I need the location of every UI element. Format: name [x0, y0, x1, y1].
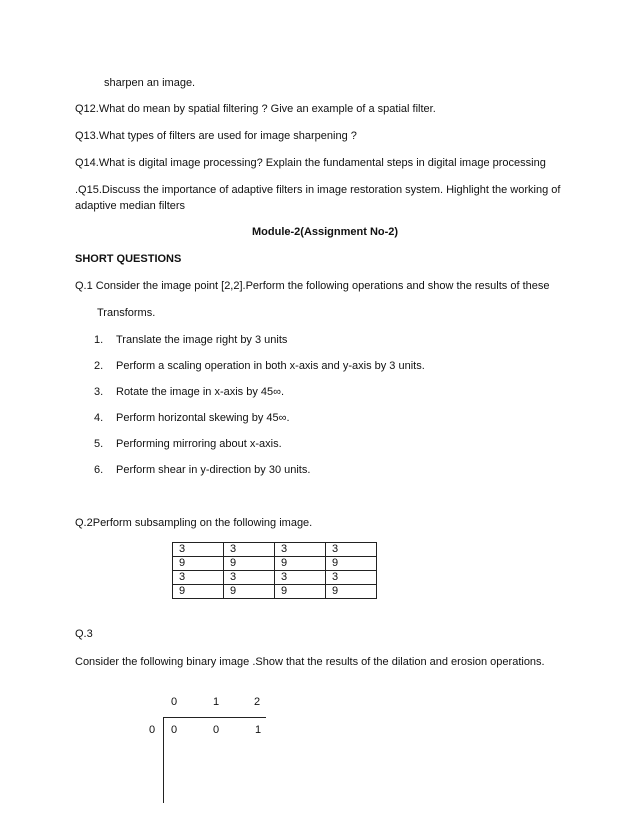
grid-top-rule — [163, 717, 266, 718]
list-number: 1. — [94, 334, 104, 346]
image-matrix-table — [172, 542, 377, 599]
list-text: Translate the image right by 3 units — [116, 334, 288, 346]
section-heading: SHORT QUESTIONS — [75, 253, 182, 265]
list-number: 4. — [94, 412, 104, 424]
table-cell: 9 — [224, 585, 275, 599]
list-text: Perform shear in y-direction by 30 units. — [116, 464, 311, 476]
table-cell: 3 — [173, 543, 224, 557]
grid-cell: 1 — [255, 724, 262, 736]
table-cell: 9 — [326, 585, 377, 599]
column-header: 1 — [213, 696, 220, 708]
table-cell: 3 — [326, 543, 377, 557]
module-heading: Module-2(Assignment No-2) — [252, 226, 399, 238]
list-item — [94, 437, 282, 451]
column-header: 2 — [254, 696, 261, 708]
table-cell: 3 — [224, 543, 275, 557]
table-cell: 3 — [326, 571, 377, 585]
text-line: sharpen an image. — [104, 77, 196, 89]
list-text: Perform a scaling operation in both x-axis and y-axis by 3 units. — [116, 360, 425, 372]
question-3-text: Consider the following binary image .Show that the results of the dilation and erosion operations. — [75, 656, 545, 668]
list-number: 3. — [94, 386, 104, 398]
table-cell: 3 — [275, 543, 326, 557]
list-text: Performing mirroring about x-axis. — [116, 438, 282, 450]
table-cell: 9 — [326, 557, 377, 571]
list-number: 2. — [94, 360, 104, 372]
question-3: Q.3 — [75, 628, 93, 640]
table-row — [173, 571, 377, 585]
list-item — [94, 411, 290, 425]
question-15-cont: adaptive median filters — [75, 200, 186, 212]
list-text: Rotate the image in x-axis by 45∞. — [116, 386, 285, 398]
question-1-cont: Transforms. — [97, 307, 156, 319]
list-item — [94, 385, 284, 399]
column-header: 0 — [171, 696, 178, 708]
table-row — [173, 557, 377, 571]
question-12: Q12.What do mean by spatial filtering ? Give an example of a spatial filter. — [75, 103, 436, 115]
table-cell: 3 — [275, 571, 326, 585]
table-row — [173, 543, 377, 557]
table-cell: 9 — [173, 557, 224, 571]
table-cell: 9 — [275, 585, 326, 599]
list-text: Perform horizontal skewing by 45∞. — [116, 412, 290, 424]
question-14: Q14.What is digital image processing? Explain the fundamental steps in digital image processing — [75, 157, 546, 169]
list-number: 5. — [94, 438, 104, 450]
table-cell: 9 — [224, 557, 275, 571]
grid-cell: 0 — [213, 724, 220, 736]
grid-cell: 0 — [171, 724, 178, 736]
table-cell: 9 — [173, 585, 224, 599]
table-row — [173, 585, 377, 599]
list-number: 6. — [94, 464, 104, 476]
question-2: Q.2Perform subsampling on the following image. — [75, 517, 313, 529]
question-15: .Q15.Discuss the importance of adaptive filters in image restoration system. Highlight the working of — [75, 184, 561, 196]
grid-left-rule — [163, 717, 164, 803]
table-cell: 9 — [275, 557, 326, 571]
list-item — [94, 359, 425, 373]
table-cell: 3 — [224, 571, 275, 585]
question-1: Q.1 Consider the image point [2,2].Perform the following operations and show the results of these — [75, 280, 550, 292]
table-cell: 3 — [173, 571, 224, 585]
row-header: 0 — [149, 724, 156, 736]
list-item — [94, 463, 310, 477]
list-item — [94, 333, 287, 347]
question-13: Q13.What types of filters are used for image sharpening ? — [75, 130, 357, 142]
